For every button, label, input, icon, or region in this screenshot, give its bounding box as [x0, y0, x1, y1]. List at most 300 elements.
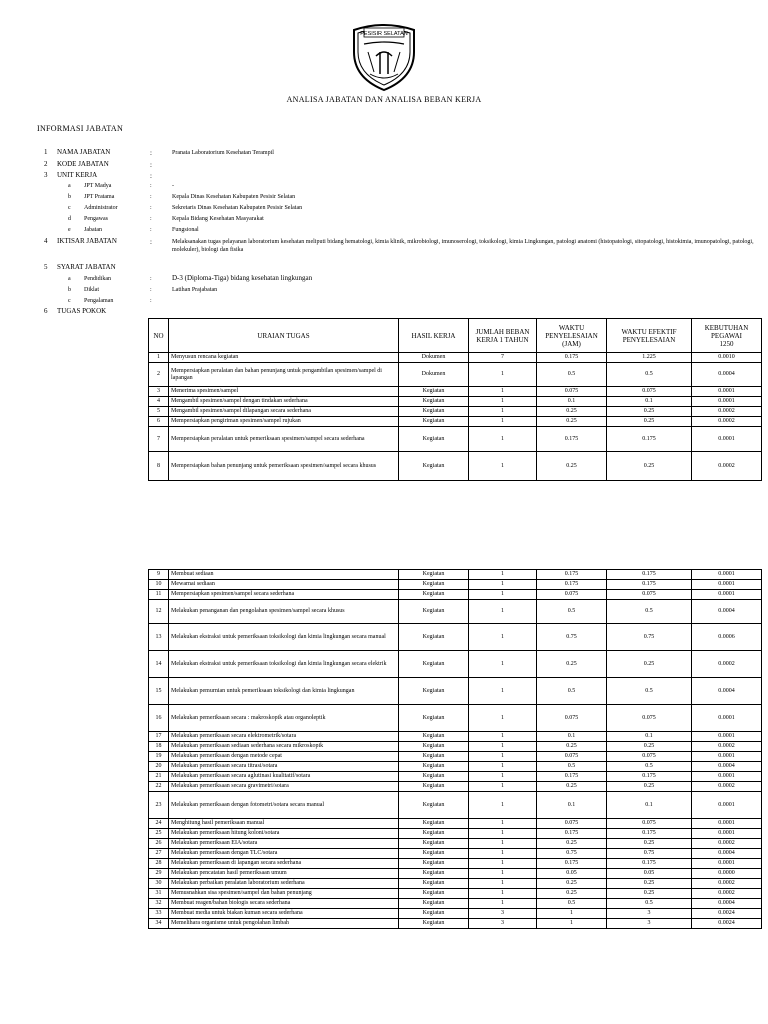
- cell-no: 27: [149, 849, 169, 859]
- logo-emblem: [350, 22, 418, 92]
- sub-label: Jabatan: [84, 227, 102, 233]
- cell-waktu: 0.5: [537, 678, 607, 705]
- sub-value: -: [172, 183, 174, 189]
- cell-no: 15: [149, 678, 169, 705]
- cell-kebutuhan: 0.0004: [692, 849, 762, 859]
- cell-task: Membuat media untuk biakan kuman secara sederhana: [169, 909, 399, 919]
- cell-waktu-efektif: 0.075: [607, 819, 692, 829]
- cell-task: Menyusun rencana kegiatan: [169, 353, 399, 363]
- info-sep: :: [150, 194, 152, 200]
- sub-letter: e: [68, 227, 71, 233]
- cell-jumlah: 1: [469, 570, 537, 580]
- cell-waktu: 0.25: [537, 407, 607, 417]
- cell-waktu-efektif: 3: [607, 909, 692, 919]
- cell-kebutuhan: 0.0001: [692, 590, 762, 600]
- cell-waktu-efektif: 0.75: [607, 624, 692, 651]
- cell-jumlah: 1: [469, 452, 537, 481]
- cell-task: Mempersiapkan spesimen/sampel secara sederhana: [169, 590, 399, 600]
- cell-no: 19: [149, 752, 169, 762]
- cell-jumlah: 3: [469, 909, 537, 919]
- table-row: [149, 869, 762, 879]
- cell-jumlah: 1: [469, 590, 537, 600]
- table-row: [149, 363, 762, 387]
- cell-hasil: Kegiatan: [399, 651, 469, 678]
- cell-waktu-efektif: 0.075: [607, 387, 692, 397]
- cell-jumlah: 1: [469, 752, 537, 762]
- table-row: [149, 829, 762, 839]
- cell-task: Mengambil spesimen/sampel dilapangan secara sederhana: [169, 407, 399, 417]
- cell-waktu: 0.75: [537, 849, 607, 859]
- cell-waktu: 0.25: [537, 889, 607, 899]
- header-no: NO: [149, 319, 169, 353]
- cell-jumlah: 1: [469, 651, 537, 678]
- cell-no: 25: [149, 829, 169, 839]
- cell-waktu: 0.25: [537, 417, 607, 427]
- cell-task: Melakukan pemeriksaan secara gravimetri/sotara: [169, 782, 399, 792]
- cell-hasil: Kegiatan: [399, 427, 469, 452]
- cell-no: 16: [149, 705, 169, 732]
- cell-waktu: 0.25: [537, 651, 607, 678]
- cell-no: 1: [149, 353, 169, 363]
- info-sep: :: [150, 216, 152, 222]
- sub-letter: a: [68, 183, 71, 189]
- cell-task: Memelihara organisme untuk pengolahan limbah: [169, 919, 399, 929]
- table-row: [149, 919, 762, 929]
- sub-letter: c: [68, 298, 71, 304]
- sub-letter: b: [68, 287, 71, 293]
- table-row: [149, 397, 762, 407]
- cell-waktu: 0.175: [537, 427, 607, 452]
- cell-task: Melakukan pencatatan hasil pemeriksaan umum: [169, 869, 399, 879]
- table-row: [149, 452, 762, 481]
- cell-hasil: Kegiatan: [399, 742, 469, 752]
- info-sep: :: [150, 149, 152, 157]
- cell-task: Mewarnai sediaan: [169, 580, 399, 590]
- cell-waktu: 0.075: [537, 590, 607, 600]
- cell-hasil: Kegiatan: [399, 782, 469, 792]
- cell-kebutuhan: 0.0001: [692, 859, 762, 869]
- cell-waktu: 0.05: [537, 869, 607, 879]
- info-num: 3: [44, 171, 48, 179]
- cell-hasil: Kegiatan: [399, 580, 469, 590]
- table-row: [149, 580, 762, 590]
- cell-hasil: Kegiatan: [399, 919, 469, 929]
- cell-no: 28: [149, 859, 169, 869]
- cell-no: 30: [149, 879, 169, 889]
- table-row: [149, 353, 762, 363]
- cell-jumlah: 3: [469, 919, 537, 929]
- cell-hasil: Kegiatan: [399, 624, 469, 651]
- cell-no: 26: [149, 839, 169, 849]
- cell-task: Melakukan pemeriksaan secara titrasi/sotara: [169, 762, 399, 772]
- logo-banner-text: PESISIR SELATAN: [360, 31, 408, 37]
- table-row: [149, 387, 762, 397]
- info-sep: :: [150, 276, 152, 282]
- cell-task: Melakukan penanganan dan pengolahan spesimen/sampel secara khusus: [169, 600, 399, 624]
- cell-hasil: Kegiatan: [399, 879, 469, 889]
- cell-jumlah: 1: [469, 762, 537, 772]
- cell-waktu: 0.25: [537, 879, 607, 889]
- cell-hasil: Kegiatan: [399, 889, 469, 899]
- cell-jumlah: 1: [469, 387, 537, 397]
- cell-jumlah: 1: [469, 732, 537, 742]
- cell-task: Melakukan perbaikan peralatan laboratorium sederhana: [169, 879, 399, 889]
- cell-no: 6: [149, 417, 169, 427]
- table-row: [149, 839, 762, 849]
- cell-jumlah: 1: [469, 829, 537, 839]
- cell-jumlah: 1: [469, 427, 537, 452]
- table-row: [149, 909, 762, 919]
- cell-no: 7: [149, 427, 169, 452]
- cell-waktu-efektif: 0.075: [607, 590, 692, 600]
- info-sep: :: [150, 183, 152, 189]
- cell-jumlah: 1: [469, 899, 537, 909]
- cell-kebutuhan: 0.0002: [692, 879, 762, 889]
- header-waktu: WAKTU PENYELESAIAN (JAM): [537, 319, 607, 353]
- cell-jumlah: 1: [469, 849, 537, 859]
- cell-waktu: 0.075: [537, 705, 607, 732]
- cell-jumlah: 1: [469, 742, 537, 752]
- cell-hasil: Kegiatan: [399, 570, 469, 580]
- cell-no: 24: [149, 819, 169, 829]
- cell-hasil: Kegiatan: [399, 909, 469, 919]
- cell-kebutuhan: 0.0004: [692, 600, 762, 624]
- cell-task: Melakukan pemeriksaan secara elektrometrik/sotara: [169, 732, 399, 742]
- cell-waktu: 0.25: [537, 742, 607, 752]
- table-row: [149, 849, 762, 859]
- cell-task: Melakukan pemeriksaan dengan TLC/sotara: [169, 849, 399, 859]
- sub-letter: d: [68, 216, 71, 222]
- table-row: [149, 624, 762, 651]
- table-row: [149, 570, 762, 580]
- cell-jumlah: 7: [469, 353, 537, 363]
- table-row: [149, 899, 762, 909]
- cell-waktu: 0.175: [537, 570, 607, 580]
- cell-task: Mengambil spesimen/sampel dengan tindakan sederhana: [169, 397, 399, 407]
- cell-no: 14: [149, 651, 169, 678]
- cell-jumlah: 1: [469, 600, 537, 624]
- cell-task: Melakukan pemeriksaan dengan metode cepat: [169, 752, 399, 762]
- table-row: [149, 889, 762, 899]
- cell-kebutuhan: 0.0001: [692, 580, 762, 590]
- cell-hasil: Kegiatan: [399, 397, 469, 407]
- cell-waktu: 0.175: [537, 353, 607, 363]
- cell-kebutuhan: 0.0004: [692, 678, 762, 705]
- cell-kebutuhan: 0.0001: [692, 752, 762, 762]
- cell-waktu: 0.1: [537, 792, 607, 819]
- cell-task: Membuat reagen/bahan biologis secara sederhana: [169, 899, 399, 909]
- cell-kebutuhan: 0.0004: [692, 762, 762, 772]
- cell-jumlah: 1: [469, 859, 537, 869]
- cell-no: 20: [149, 762, 169, 772]
- cell-kebutuhan: 0.0002: [692, 407, 762, 417]
- cell-hasil: Dokumen: [399, 353, 469, 363]
- cell-waktu: 0.75: [537, 624, 607, 651]
- cell-waktu: 0.1: [537, 397, 607, 407]
- info-label: NAMA JABATAN: [57, 148, 111, 156]
- cell-task: Melakukan pemeriksaan hitung koloni/sotara: [169, 829, 399, 839]
- cell-jumlah: 1: [469, 705, 537, 732]
- table-row: [149, 859, 762, 869]
- header-kebutuhan-label: KEBUTUHAN PEGAWAI: [704, 323, 749, 340]
- table-row: [149, 417, 762, 427]
- cell-hasil: Kegiatan: [399, 762, 469, 772]
- cell-waktu-efektif: 0.175: [607, 829, 692, 839]
- info-num: 4: [44, 237, 48, 245]
- table-row: [149, 600, 762, 624]
- cell-no: 34: [149, 919, 169, 929]
- cell-task: Mempersiapkan bahan penunjang untuk pemeriksaan spesimen/sampel secara khusus: [169, 452, 399, 481]
- cell-kebutuhan: 0.0001: [692, 427, 762, 452]
- cell-hasil: Kegiatan: [399, 792, 469, 819]
- cell-kebutuhan: 0.0000: [692, 869, 762, 879]
- cell-waktu-efektif: 0.25: [607, 742, 692, 752]
- sub-value: Kepala Dinas Kesehatan Kabupaten Pesisir Selatan: [172, 194, 296, 200]
- cell-task: Mempersiapkan peralatan dan bahan penunjang untuk pengambilan spesimen/sampel di lapangan: [169, 363, 399, 387]
- table-row: [149, 752, 762, 762]
- table-row: [149, 705, 762, 732]
- cell-kebutuhan: 0.0001: [692, 829, 762, 839]
- cell-kebutuhan: 0.0002: [692, 452, 762, 481]
- cell-no: 3: [149, 387, 169, 397]
- cell-waktu: 0.5: [537, 762, 607, 772]
- table-row: [149, 819, 762, 829]
- cell-hasil: Kegiatan: [399, 829, 469, 839]
- cell-waktu: 0.175: [537, 772, 607, 782]
- cell-kebutuhan: 0.0006: [692, 624, 762, 651]
- cell-hasil: Kegiatan: [399, 849, 469, 859]
- section-heading: INFORMASI JABATAN: [37, 124, 124, 133]
- cell-kebutuhan: 0.0002: [692, 839, 762, 849]
- cell-task: Menerima spesimen/sampel: [169, 387, 399, 397]
- cell-hasil: Kegiatan: [399, 417, 469, 427]
- cell-no: 11: [149, 590, 169, 600]
- table-row: [149, 651, 762, 678]
- table-row: [149, 742, 762, 752]
- sub-letter: b: [68, 194, 71, 200]
- info-num: 6: [44, 307, 48, 315]
- info-label: SYARAT JABATAN: [57, 263, 116, 271]
- table-row: [149, 879, 762, 889]
- cell-waktu-efektif: 0.075: [607, 752, 692, 762]
- cell-kebutuhan: 0.0002: [692, 417, 762, 427]
- cell-task: Memusnahkan sisa spesimen/sampel dan bahan penunjang: [169, 889, 399, 899]
- cell-waktu-efektif: 1.225: [607, 353, 692, 363]
- cell-jumlah: 1: [469, 819, 537, 829]
- sub-label: JPT Madya: [84, 183, 112, 189]
- cell-waktu-efektif: 0.25: [607, 889, 692, 899]
- cell-kebutuhan: 0.0002: [692, 742, 762, 752]
- cell-hasil: Kegiatan: [399, 819, 469, 829]
- table-row: [149, 732, 762, 742]
- cell-waktu-efektif: 0.25: [607, 452, 692, 481]
- header-uraian: URAIAN TUGAS: [169, 319, 399, 353]
- cell-hasil: Kegiatan: [399, 452, 469, 481]
- cell-waktu-efektif: 0.05: [607, 869, 692, 879]
- cell-task: Melakukan pemeriksaan di lapangan secara sederhana: [169, 859, 399, 869]
- table-row: [149, 792, 762, 819]
- cell-hasil: Kegiatan: [399, 590, 469, 600]
- cell-task: Melakukan ekstraksi untuk pemeriksaan toksikologi dan kimia lingkungan secara elektrik: [169, 651, 399, 678]
- sub-label: Pengalaman: [84, 298, 114, 304]
- cell-kebutuhan: 0.0001: [692, 732, 762, 742]
- cell-kebutuhan: 0.0002: [692, 889, 762, 899]
- sub-value: Fungsional: [172, 227, 199, 233]
- info-value: Pranata Laboratorium Kesehatan Terampil: [172, 150, 274, 156]
- info-sep: :: [150, 227, 152, 233]
- cell-kebutuhan: 0.0001: [692, 387, 762, 397]
- cell-kebutuhan: 0.0002: [692, 651, 762, 678]
- cell-waktu: 0.075: [537, 819, 607, 829]
- cell-no: 8: [149, 452, 169, 481]
- info-label: TUGAS POKOK: [57, 307, 107, 315]
- cell-hasil: Kegiatan: [399, 600, 469, 624]
- cell-hasil: Kegiatan: [399, 387, 469, 397]
- sub-value: Kepala Bidang Kesehatan Masyarakat: [172, 216, 264, 222]
- cell-task: Mempersiapkan peralatan untuk pemeriksaan spesimen/sampel secara sederhana: [169, 427, 399, 452]
- cell-waktu-efektif: 0.175: [607, 427, 692, 452]
- cell-kebutuhan: 0.0001: [692, 819, 762, 829]
- cell-kebutuhan: 0.0010: [692, 353, 762, 363]
- sub-value: Sekretaris Dinas Kesehatan Kabupaten Pesisir Selatan: [172, 205, 303, 211]
- cell-waktu-efektif: 0.1: [607, 732, 692, 742]
- header-kebutuhan-value: 1250: [719, 339, 734, 348]
- cell-waktu: 0.175: [537, 580, 607, 590]
- cell-jumlah: 1: [469, 417, 537, 427]
- header-hasil: HASIL KERJA: [399, 319, 469, 353]
- sub-value: Latihan Prajabatan: [172, 287, 218, 293]
- cell-waktu: 0.5: [537, 600, 607, 624]
- cell-no: 18: [149, 742, 169, 752]
- cell-waktu-efektif: 0.25: [607, 407, 692, 417]
- cell-waktu-efektif: 0.1: [607, 397, 692, 407]
- cell-jumlah: 1: [469, 363, 537, 387]
- cell-hasil: Kegiatan: [399, 859, 469, 869]
- cell-jumlah: 1: [469, 397, 537, 407]
- sub-label: Administrator: [84, 205, 118, 211]
- cell-task: Melakukan pemeriksaan sediaan sederhana secara mikroskopik: [169, 742, 399, 752]
- info-label: UNIT KERJA: [57, 171, 98, 179]
- cell-jumlah: 1: [469, 839, 537, 849]
- cell-waktu-efektif: 0.5: [607, 762, 692, 772]
- cell-waktu-efektif: 0.5: [607, 678, 692, 705]
- cell-kebutuhan: 0.0001: [692, 772, 762, 782]
- cell-jumlah: 1: [469, 678, 537, 705]
- cell-task: Membuat sediaan: [169, 570, 399, 580]
- cell-kebutuhan: 0.0024: [692, 909, 762, 919]
- table-row: [149, 407, 762, 417]
- cell-no: 9: [149, 570, 169, 580]
- cell-no: 4: [149, 397, 169, 407]
- sub-letter: a: [68, 276, 71, 282]
- task-table-part1: [148, 318, 762, 481]
- table-row: [149, 427, 762, 452]
- cell-kebutuhan: 0.0001: [692, 570, 762, 580]
- cell-kebutuhan: 0.0001: [692, 705, 762, 732]
- table-row: [149, 678, 762, 705]
- table-row: [149, 590, 762, 600]
- cell-waktu-efektif: 0.5: [607, 600, 692, 624]
- cell-task: Melakukan pemeriksaan secara aglutinasi kualitatif/sotara: [169, 772, 399, 782]
- info-label: IKTISAR JABATAN: [57, 237, 117, 245]
- cell-task: Melakukan ekstraksi untuk pemeriksaan toksikologi dan kimia lingkungan secara manual: [169, 624, 399, 651]
- cell-jumlah: 1: [469, 869, 537, 879]
- cell-jumlah: 1: [469, 879, 537, 889]
- cell-kebutuhan: 0.0001: [692, 397, 762, 407]
- info-sep: :: [150, 161, 152, 169]
- cell-waktu: 0.175: [537, 829, 607, 839]
- cell-no: 21: [149, 772, 169, 782]
- task-table-part2: [148, 569, 762, 929]
- cell-hasil: Kegiatan: [399, 678, 469, 705]
- cell-hasil: Kegiatan: [399, 839, 469, 849]
- cell-waktu-efektif: 0.25: [607, 839, 692, 849]
- cell-no: 13: [149, 624, 169, 651]
- cell-task: Melakukan pemurnian untuk pemeriksaan toksikologi dan kimia lingkungan: [169, 678, 399, 705]
- sub-label: Pendidikan: [84, 276, 111, 282]
- cell-hasil: Kegiatan: [399, 407, 469, 417]
- cell-hasil: Kegiatan: [399, 899, 469, 909]
- cell-kebutuhan: 0.0004: [692, 363, 762, 387]
- cell-waktu-efektif: 0.5: [607, 363, 692, 387]
- info-sep: :: [150, 172, 152, 180]
- cell-jumlah: 1: [469, 792, 537, 819]
- cell-no: 12: [149, 600, 169, 624]
- cell-hasil: Kegiatan: [399, 732, 469, 742]
- cell-waktu: 0.5: [537, 363, 607, 387]
- table-row: [149, 772, 762, 782]
- sub-value: D-3 (Diploma-Tiga) bidang kesehatan lingkungan: [172, 274, 313, 282]
- cell-hasil: Kegiatan: [399, 752, 469, 762]
- info-num: 5: [44, 263, 48, 271]
- cell-no: 33: [149, 909, 169, 919]
- cell-waktu-efektif: 0.25: [607, 782, 692, 792]
- cell-waktu: 0.25: [537, 782, 607, 792]
- cell-no: 23: [149, 792, 169, 819]
- cell-kebutuhan: 0.0004: [692, 899, 762, 909]
- cell-no: 10: [149, 580, 169, 590]
- cell-hasil: Dokumen: [399, 363, 469, 387]
- info-label: KODE JABATAN: [57, 160, 109, 168]
- cell-waktu-efektif: 0.75: [607, 849, 692, 859]
- sub-label: Diklat: [84, 287, 99, 293]
- document-title: ANALISA JABATAN DAN ANALISA BEBAN KERJA: [286, 95, 482, 104]
- cell-hasil: Kegiatan: [399, 772, 469, 782]
- cell-task: Melakukan pemeriksaan secara : makroskopik atau organoleptik: [169, 705, 399, 732]
- header-kebutuhan: [692, 319, 762, 353]
- cell-waktu: 0.5: [537, 899, 607, 909]
- sub-label: JPT Pratama: [84, 194, 115, 200]
- cell-waktu: 1: [537, 909, 607, 919]
- cell-waktu-efektif: 0.175: [607, 580, 692, 590]
- cell-no: 32: [149, 899, 169, 909]
- table-row: [149, 782, 762, 792]
- cell-waktu: 0.1: [537, 732, 607, 742]
- cell-waktu: 0.175: [537, 859, 607, 869]
- sub-letter: c: [68, 205, 71, 211]
- cell-jumlah: 1: [469, 624, 537, 651]
- cell-waktu: 1: [537, 919, 607, 929]
- info-sep: :: [150, 287, 152, 293]
- cell-hasil: Kegiatan: [399, 869, 469, 879]
- info-num: 2: [44, 160, 48, 168]
- cell-no: 5: [149, 407, 169, 417]
- header-jumlah: JUMLAH BEBAN KERJA 1 TAHUN: [469, 319, 537, 353]
- cell-kebutuhan: 0.0001: [692, 792, 762, 819]
- cell-jumlah: 1: [469, 782, 537, 792]
- cell-task: Melakukan pemeriksaan dengan fotometri/sotara secara manual: [169, 792, 399, 819]
- cell-waktu: 0.25: [537, 839, 607, 849]
